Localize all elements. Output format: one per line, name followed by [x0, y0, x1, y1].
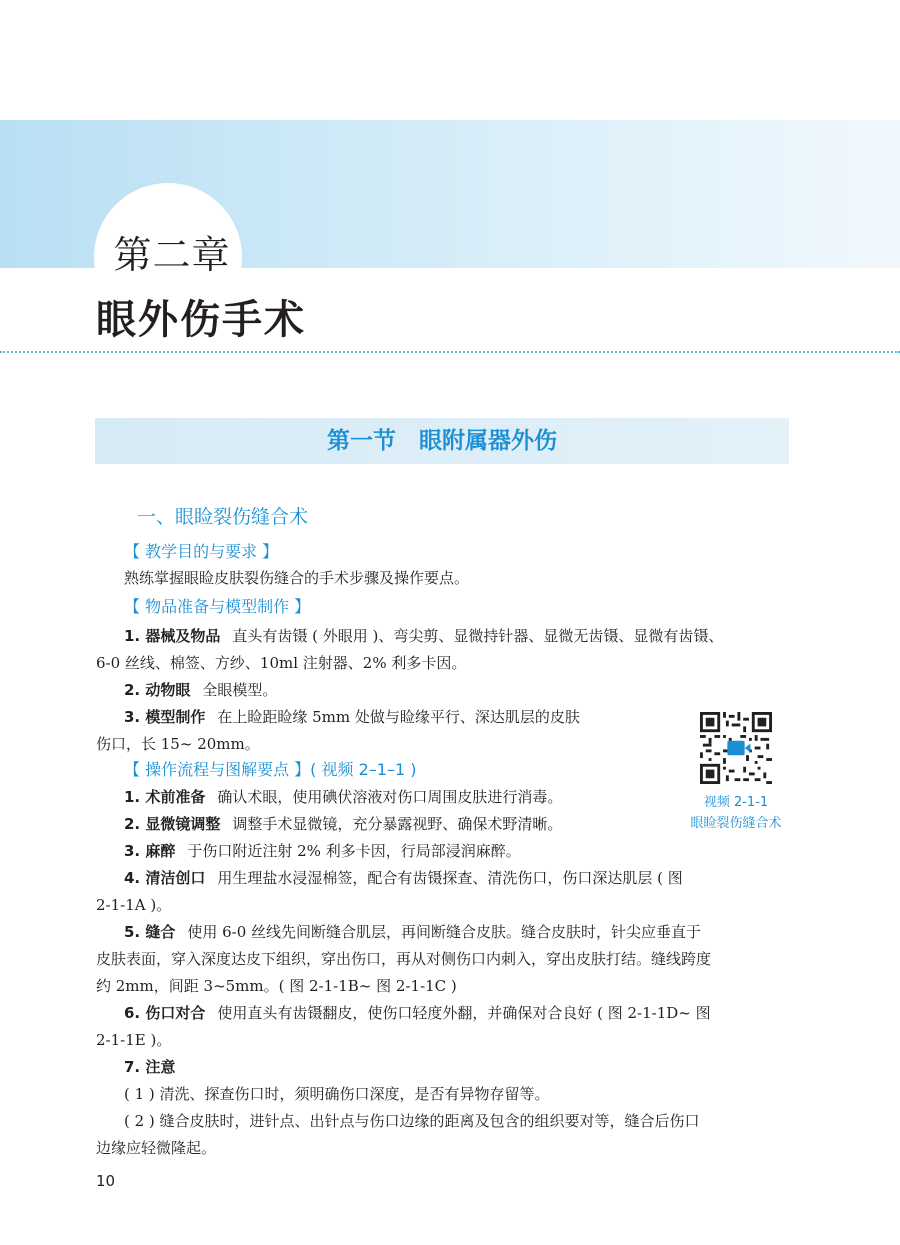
- step-3: [124, 840, 521, 862]
- material-item-1: [124, 625, 723, 647]
- step-4-cont: 2-1-1A )。: [96, 896, 172, 914]
- qr-code-icon[interactable]: [700, 712, 772, 784]
- step-7: [124, 1056, 187, 1078]
- step-4: [124, 867, 683, 889]
- step-text: 确认术眼，使用碘伏溶液对伤口周围皮肤进行消毒。: [217, 788, 563, 806]
- heading-procedure: 【 操作流程与图解要点 】( 视频 2–1–1 ): [124, 760, 417, 779]
- step-5-cont-1: 皮肤表面，穿入深度达皮下组织，穿出伤口，再从对侧伤口内刺入，穿出皮肤打结。缝线跨度: [96, 950, 712, 968]
- material-item-3: [124, 706, 580, 728]
- qr-caption-number: 视频 2-1-1: [703, 795, 769, 810]
- step-text: 于伤口附近注射 2% 利多卡因，行局部浸润麻醉。: [187, 842, 521, 860]
- material-label: 2. 动物眼: [124, 681, 191, 699]
- step-label: 3. 麻醉: [124, 842, 176, 860]
- step-label: 6. 伤口对合: [124, 1004, 206, 1022]
- step-label: 1. 术前准备: [124, 788, 206, 806]
- material-text: 直头有齿镊 ( 外眼用 )、弯尖剪、显微持针器、显微无齿镊、显微有齿镊、: [232, 627, 724, 645]
- step-label: 5. 缝合: [124, 923, 176, 941]
- step-6: [124, 1002, 711, 1024]
- material-label: 3. 模型制作: [124, 708, 206, 726]
- dotted-divider: [0, 351, 900, 353]
- step-text: 使用直头有齿镊翻皮，使伤口轻度外翻，并确保对合良好 ( 图 2-1-1D~ 图: [217, 1004, 711, 1022]
- note-1: ( 1 ) 清洗、探查伤口时，须明确伤口深度，是否有异物存留等。: [124, 1085, 550, 1103]
- step-label: 7. 注意: [124, 1058, 176, 1076]
- heading-objective: 【 教学目的与要求 】: [124, 542, 279, 561]
- material-item-3-cont: 伤口，长 15~ 20mm。: [96, 735, 260, 753]
- step-5: [124, 921, 701, 943]
- step-label: 4. 清洁创口: [124, 869, 206, 887]
- qr-caption-title: 眼睑裂伤缝合术: [690, 816, 782, 831]
- material-text: 全眼模型。: [202, 681, 278, 699]
- step-5-cont-2: 约 2mm，间距 3~5mm。( 图 2-1-1B~ 图 2-1-1C ): [96, 977, 457, 995]
- step-text: 用生理盐水浸湿棉签，配合有齿镊探查、清洗伤口，伤口深达肌层 ( 图: [217, 869, 683, 887]
- note-2: ( 2 ) 缝合皮肤时，进针点、出针点与伤口边缘的距离及包含的组织要对等，缝合后伤口: [124, 1112, 700, 1130]
- material-label: 1. 器械及物品: [124, 627, 221, 645]
- step-label: 2. 显微镜调整: [124, 815, 221, 833]
- section-title: 第一节 眼附属器外伤: [327, 428, 557, 454]
- step-text: 使用 6-0 丝线先间断缝合肌层，再间断缝合皮肤。缝合皮肤时，针尖应垂直于: [187, 923, 702, 941]
- heading-materials: 【 物品准备与模型制作 】: [124, 597, 311, 616]
- material-item-2: [124, 679, 277, 701]
- chapter-number: 第二章: [113, 233, 231, 277]
- step-text: 调整手术显微镜，充分暴露视野、确保术野清晰。: [232, 815, 563, 833]
- note-2-cont: 边缘应轻微隆起。: [96, 1139, 217, 1157]
- step-6-cont: 2-1-1E )。: [96, 1031, 172, 1049]
- chapter-title: 眼外伤手术: [96, 297, 306, 343]
- step-2: [124, 813, 562, 835]
- material-item-1-cont: 6-0 丝线、棉签、方纱、10ml 注射器、2% 利多卡因。: [96, 654, 467, 672]
- subsection-title: 一、眼睑裂伤缝合术: [137, 506, 309, 528]
- objective-text: 熟练掌握眼睑皮肤裂伤缝合的手术步骤及操作要点。: [124, 569, 470, 587]
- material-text: 在上睑距睑缘 5mm 处做与睑缘平行、深达肌层的皮肤: [217, 708, 580, 726]
- step-1: [124, 786, 562, 808]
- page-number: 10: [96, 1172, 116, 1190]
